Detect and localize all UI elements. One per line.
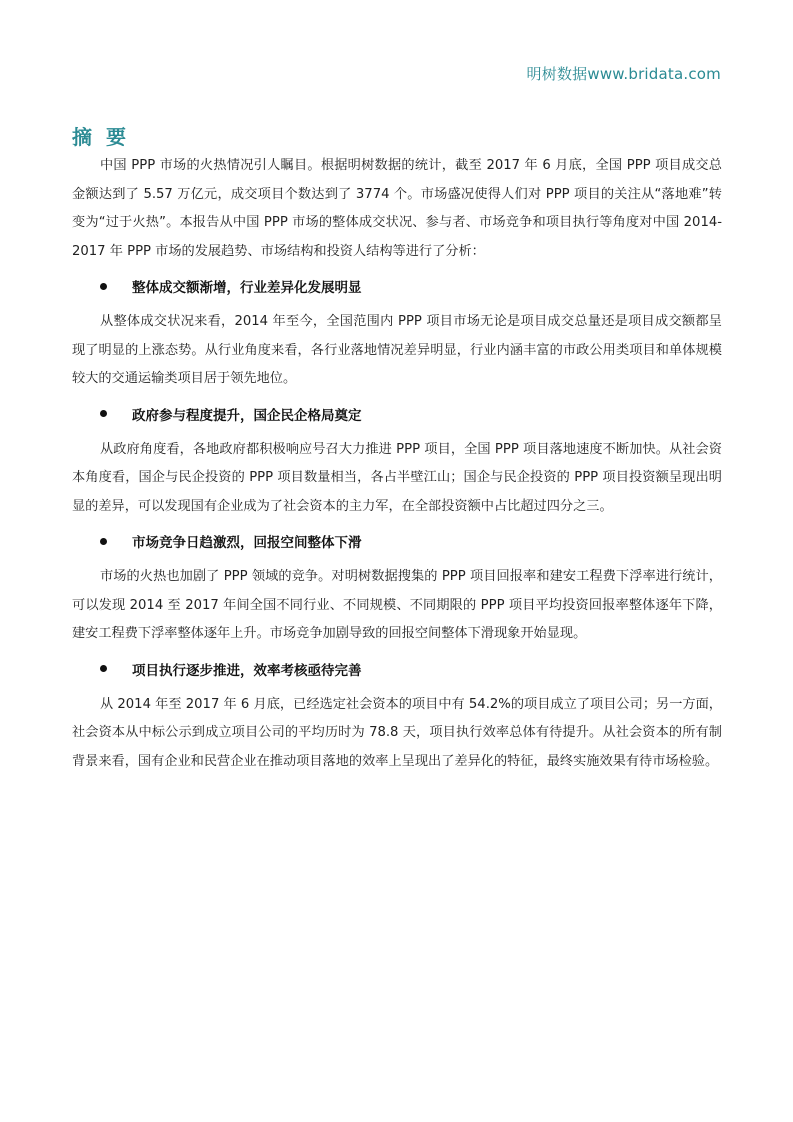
document-body bbox=[72, 152, 722, 776]
section-heading bbox=[72, 527, 722, 555]
section-heading-text: 项目执行逐步推进，效率考核亟待完善 bbox=[132, 662, 362, 679]
section-heading-text: 政府参与程度提升，国企民企格局奠定 bbox=[132, 407, 362, 424]
page-title: 摘要 bbox=[72, 125, 140, 149]
section-heading-text: 整体成交额渐增，行业差异化发展明显 bbox=[132, 280, 362, 296]
intro-paragraph: 中国 PPP 市场的火热情况引人瞩目。根据明树数据的统计，截至 2017 年 6 月底，全国 PPP 项目成交总金额达到了 5.57 万亿元，成交项目个数达到了 3774 个。市场盛况使得人们对 PPP 项目的关注从“落地难”转变为“过于火热”。本报告从中国 PPP 市场的整体成交状况、参与者、市场竞争和项目执行等角度对中国 2014-2017 年 PPP 市场的发展趋势、市场结构和投资人结构等进行了分析： bbox=[72, 158, 722, 259]
section-overall-transactions bbox=[72, 272, 722, 394]
bullet-icon bbox=[100, 538, 107, 545]
section-paragraph: 从整体成交状况来看，2014 年至今，全国范围内 PPP 项目市场无论是项目成交总量还是项目成交额都呈现了明显的上涨态势。从行业角度来看，各行业落地情况差异明显，行业内涵丰富的市政公用类项目和单体规模较大的交通运输类项目居于领先地位。 bbox=[72, 314, 722, 386]
brand-header: 明树数据www.bridata.com bbox=[526, 65, 721, 83]
section-heading bbox=[72, 655, 722, 683]
section-paragraph: 市场的火热也加剧了 PPP 领域的竞争。对明树数据搜集的 PPP 项目回报率和建安工程费下浮率进行统计，可以发现 2014 至 2017 年间全国不同行业、不同规模、不同期限的 PPP 项目平均投资回报率整体逐年下降，建安工程费下浮率整体逐年上升。市场竞争加剧导致的回报空间整体下滑现象开始显现。 bbox=[72, 569, 722, 641]
section-paragraph: 从 2014 年至 2017 年 6 月底，已经选定社会资本的项目中有 54.2%的项目成立了项目公司；另一方面，社会资本从中标公示到成立项目公司的平均历时为 78.8 天，项目执行效率总体有待提升。从社会资本的所有制背景来看，国有企业和民营企业在推动项目落地的效率上呈现出了差异化的特征，最终实施效果有待市场检验。 bbox=[72, 696, 722, 769]
section-paragraph: 从政府角度看，各地政府都积极响应号召大力推进 PPP 项目，全国 PPP 项目落地速度不断加快。从社会资本角度看，国企与民企投资的 PPP 项目数量相当，各占半壁江山；国企与民企投资的 PPP 项目投资额呈现出明显的差异，可以发现国有企业成为了社会资本的主力军，在全部投资额中占比超过四分之三。 bbox=[72, 441, 722, 514]
section-market-competition bbox=[72, 527, 722, 649]
section-heading-text: 市场竞争日趋激烈，回报空间整体下滑 bbox=[132, 535, 362, 551]
bullet-icon bbox=[100, 410, 107, 417]
bullet-icon bbox=[100, 665, 107, 672]
section-project-execution bbox=[72, 655, 722, 777]
section-government-participation bbox=[72, 400, 722, 522]
section-heading bbox=[72, 400, 722, 428]
bullet-icon bbox=[100, 283, 107, 290]
section-heading bbox=[72, 272, 722, 300]
